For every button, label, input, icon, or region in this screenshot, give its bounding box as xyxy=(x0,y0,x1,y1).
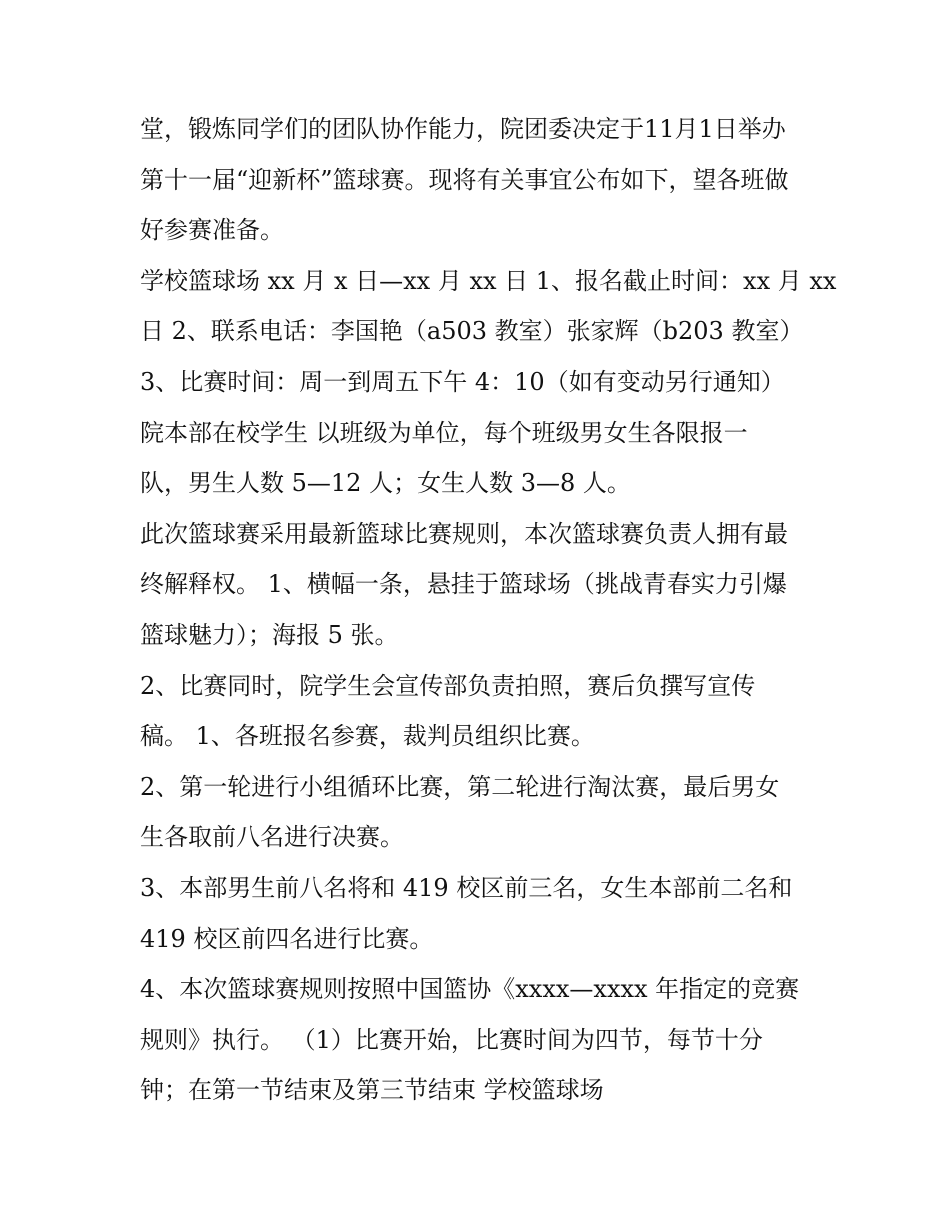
text-line: 日 2、联系电话：李国艳（a503 教室）张家辉（b203 教室） xyxy=(140,317,804,346)
text-line: 2、比赛同时，院学生会宣传部负责拍照，赛后负撰写宣传 xyxy=(140,671,756,700)
text-line: 4、本次篮球赛规则按照中国篮协《xxxx—xxxx 年指定的竞赛 xyxy=(140,975,800,1004)
text-line: 2、第一轮进行小组循环比赛，第二轮进行淘汰赛，最后男女 xyxy=(140,772,780,801)
text-line: 第十一届“迎新杯”篮球赛。现将有关事宜公布如下，望各班做 xyxy=(140,165,789,194)
text-line: 好参赛准备。 xyxy=(140,216,284,245)
text-line: 院本部在校学生 以班级为单位，每个班级男女生各限报一 xyxy=(140,418,748,447)
text-line: 学校篮球场 xx 月 x 日—xx 月 xx 日 1、报名截止时间：xx 月 xx xyxy=(140,266,837,295)
text-line: 堂，锻炼同学们的团队协作能力，院团委决定于11月1日举办 xyxy=(140,115,786,143)
text-line: 终解释权。 1、横幅一条，悬挂于篮球场（挑战青春实力引爆 xyxy=(140,570,787,599)
text-line: 此次篮球赛采用最新篮球比赛规则，本次篮球赛负责人拥有最 xyxy=(140,519,788,548)
text-line: 3、比赛时间：周一到周五下午 4：10（如有变动另行通知） xyxy=(140,367,785,396)
text-line: 419 校区前四名进行比赛。 xyxy=(140,924,434,953)
text-line: 规则》执行。 （1）比赛开始，比赛时间为四节，每节十分 xyxy=(140,1025,763,1054)
text-line: 篮球魅力）；海报 5 张。 xyxy=(140,620,399,649)
body-text xyxy=(140,104,840,1116)
text-line: 钟；在第一节结束及第三节结束 学校篮球场 xyxy=(140,1076,604,1105)
text-line: 3、本部男生前八名将和 419 校区前三名，女生本部前二名和 xyxy=(140,873,793,902)
text-line: 队，男生人数 5—12 人；女生人数 3—8 人。 xyxy=(140,469,631,498)
text-line: 生各取前八名进行决赛。 xyxy=(140,823,404,852)
text-line: 稿。 1、各班报名参赛，裁判员组织比赛。 xyxy=(140,722,595,751)
